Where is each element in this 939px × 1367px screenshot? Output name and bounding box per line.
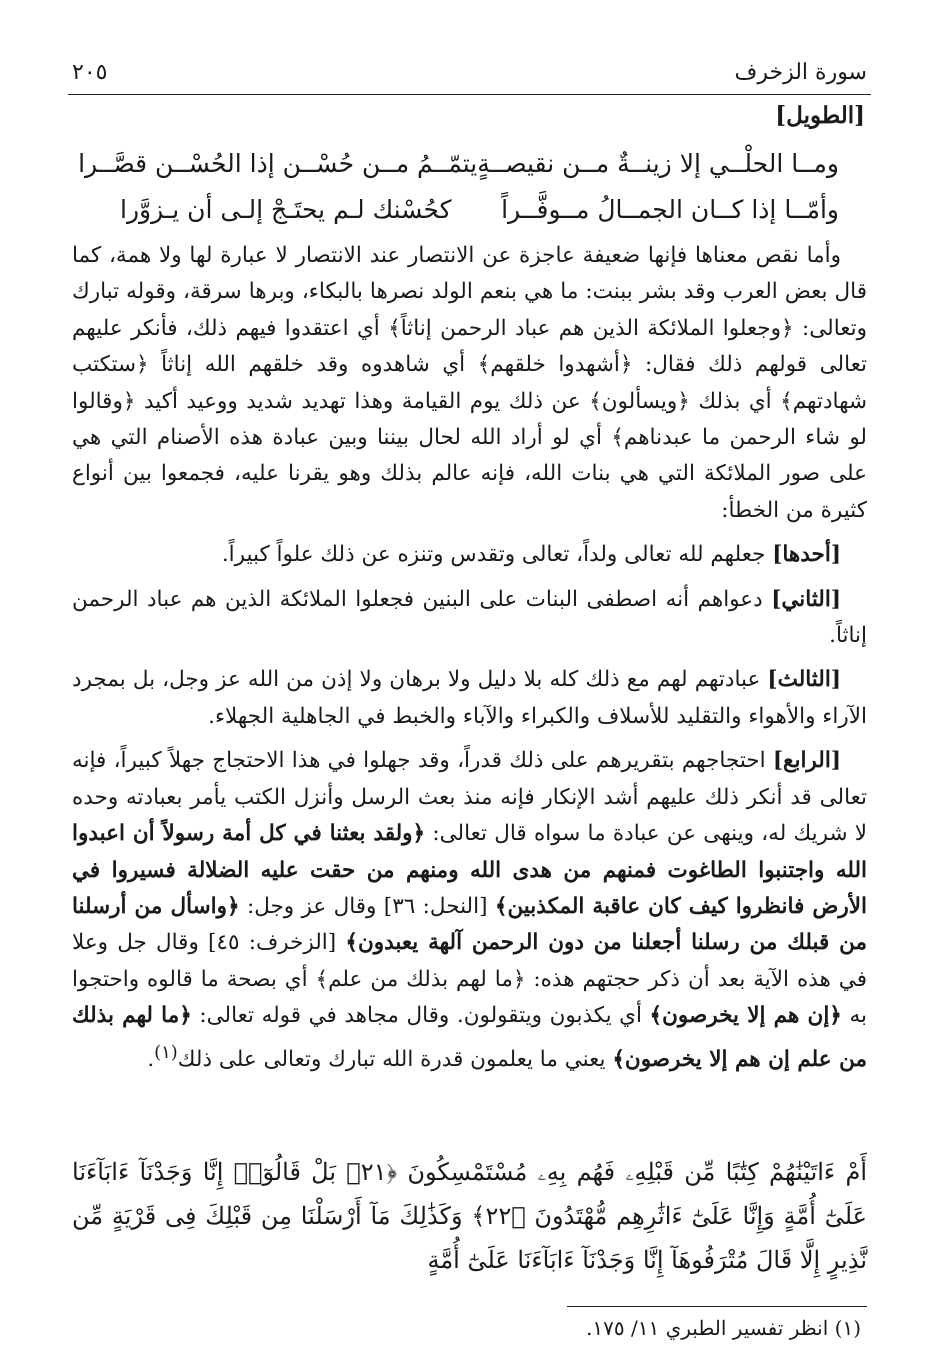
poem-hemistich-second: يتمّــمُ مــن حُسْــن إذا الحُسْــن قصَّــرا (78, 148, 478, 178)
commentary-paragraph (72, 582, 867, 655)
commentary-body (72, 238, 867, 1078)
commentary-paragraph (72, 743, 867, 1078)
commentary-paragraph (72, 537, 867, 573)
point-text: [النحل: ٣٦] وقال عز وجل: (239, 893, 495, 919)
footnote: (١) انظر تفسير الطبري ١١/ ١٧٥. (586, 1316, 861, 1340)
point-text: دعواهم أنه اصطفى البنات على البنين فجعلوا الملائكة الذين هم عباد الرحمن إناثاً. (72, 586, 867, 649)
commentary-paragraph (72, 662, 867, 735)
sentence-end: . (147, 1046, 155, 1072)
poem-hemistich-first: ومــا الحلْــي إلا زينــةٌ مــن نقيصــةٍ (477, 148, 839, 178)
point-text: عبادتهم لهم مع ذلك كله بلا دليل ولا برهان ولا إذن من الله عز وجل، بل بمجرد الآراء والأهواء والتقليد للأسلاف والكبراء والآباء والخبط في الجاهلية الجهلاء. (72, 667, 867, 729)
quran-verses: أَمْ ءَاتَيْنَٰهُمْ كِتَٰبًا مِّن قَبْلِهِۦ فَهُم بِهِۦ مُسْتَمْسِكُونَ ﴿٢١﴾ بَلْ قَالُوٓا۟ إِنَّا وَجَدْنَآ ءَابَآءَنَا عَلَىٰٓ أُمَّةٍ وَإِنَّا عَلَىٰٓ ءَاثَٰرِهِم مُّهْتَدُونَ ﴿٢٢﴾ وَكَذَٰلِكَ مَآ أَرْسَلْنَا مِن قَبْلِكَ فِى قَرْيَةٍ مِّن نَّذِيرٍ إِلَّا قَالَ مُتْرَفُوهَآ إِنَّا وَجَدْنَآ ءَابَآءَنَا عَلَىٰٓ أُمَّةٍ (72, 1158, 868, 1274)
quran-quote: ﴿ما لهم بذلك من علم إن هم إلا يخرصون﴾ (72, 1003, 867, 1072)
point-text: يعني ما يعلمون قدرة الله تبارك وتعالى على ذلك (177, 1046, 613, 1072)
point-text: جعلهم لله تعالى ولداً، تعالى وتقدس وتنزه عن ذلك علواً كبيراً. (221, 542, 773, 568)
quran-quote: ﴿واسأل من أرسلنا من قبلك من رسلنا أجعلنا من دون الرحمن آلهة يعبدون﴾ (72, 893, 867, 956)
point-label: [الثاني] (771, 586, 841, 612)
point-text: أي يكذبون ويتقولون. وقال مجاهد في قوله تعالى: (191, 1003, 650, 1029)
quran-quote: ﴿ولقد بعثنا في كل أمة رسولاً أن اعبدوا الله واجتنبوا الطاغوت فمنهم من هدى الله ومنهم من حقت عليه الضلالة فسيروا في الأرض فانظروا كيف كان عاقبة المكذبين﴾ (72, 821, 867, 919)
footnote-marker[interactable]: (١) (154, 1041, 178, 1063)
point-label: [أحدها] (772, 542, 841, 568)
point-text: [الزخرف: ٤٥] وقال جل وعلا في هذه الآية بعد أن ذكر حجتهم هذه: ﴿ما لهم بذلك من علم﴾ أي بصحة ما قالوه واحتجوا به (72, 930, 867, 1029)
running-head (72, 52, 867, 92)
point-label: [الثالث] (767, 667, 841, 693)
quran-quote: ﴿إن هم إلا يخرصون﴾ (649, 1003, 842, 1029)
poem-line (120, 188, 839, 230)
page-number: ٢٠٥ (72, 59, 108, 85)
surah-title: سورة الزخرف (734, 59, 867, 85)
quran-verses-block (72, 1150, 867, 1282)
point-label: [الرابع] (772, 748, 841, 774)
point-text: احتجاجهم بتقريرهم على ذلك قدراً، وقد جهلوا في هذا الاحتجاج جهلاً كبيراً، فإنه تعالى قد أنكر ذلك عليهم أشد الإنكار فإنه منذ بعث الرسل وأنزل الكتب يأمر بعبادته وحده لا شريك له، وينهى عن عبادة ما سواه قال تعالى: (72, 748, 867, 847)
poem-hemistich-second: كحُسْنك لـم يحتَـجْ إلـى أن يـزوَّرا (120, 194, 452, 224)
poem-line (78, 142, 839, 184)
commentary-paragraph: وأما نقص معناها فإنها ضعيفة عاجزة عن الانتصار عند الانتصار لا عبارة لها ولا همة، كما قال بعض العرب وقد بشر ببنت: ما هي بنعم الولد نصرها بالبكاء، وبرها سرقة، وقوله تبارك وتعالى: ﴿وجعلوا الملائكة الذين هم عباد الرحمن إناثاً﴾ أي اعتقدوا فيهم ذلك، فأنكر عليهم تعالى قولهم ذلك فقال: ﴿أشهدوا خلقهم﴾ أي شاهدوه وقد خلقهم الله إناثاً ﴿ستكتب شهادتهم﴾ أي بذلك ﴿ويسألون﴾ عن ذلك يوم القيامة وهذا تهديد شديد ووعيد أكيد ﴿وقالوا لو شاء الرحمن ما عبدناهم﴾ أي لو أراد الله لحال بيننا وبين عبادة هذه الأصنام التي هي على صور الملائكة التي هي بنات الله، فإنه عالم بذلك وهو يقرنا عليه، فجمعوا بين أنواع كثيرة من الخطأ: (72, 243, 867, 523)
poem-hemistich-first: وأمّــا إذا كــان الجمــالُ مــوفَّــراً (501, 194, 839, 224)
header-divider (68, 94, 871, 95)
footnote-divider (567, 1306, 867, 1307)
poem-meter-label: [الطويل] (775, 102, 865, 129)
